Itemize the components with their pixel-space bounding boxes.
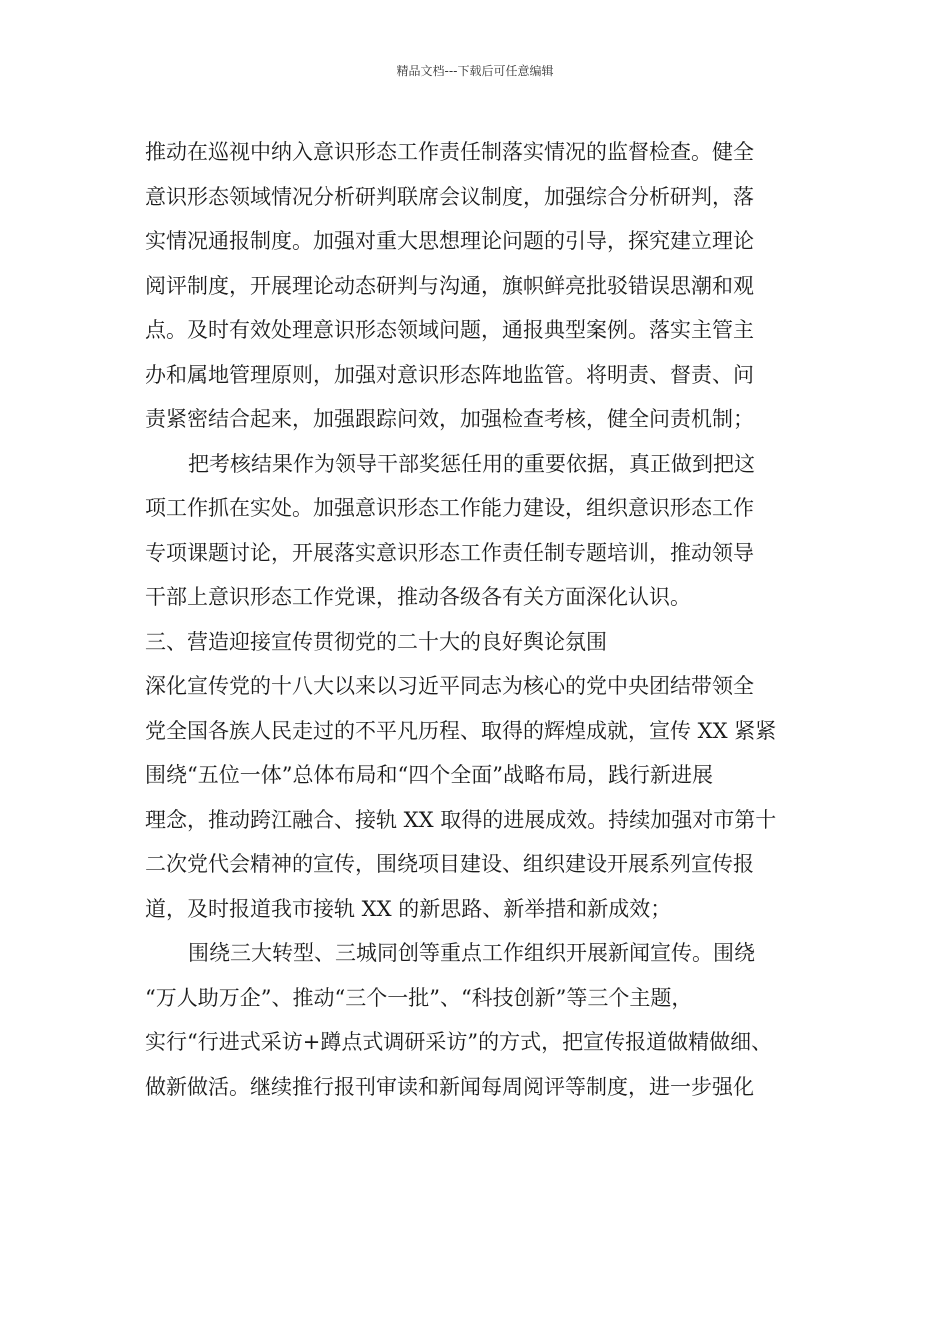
text-line: 实行“行进式采访+蹲点式调研采访”的方式，把宣传报道做精做细、 bbox=[145, 1030, 773, 1054]
paragraph-2 bbox=[145, 442, 807, 620]
text-line: 意识形态领域情况分析研判联席会议制度，加强综合分析研判，落 bbox=[145, 184, 754, 209]
section-heading bbox=[145, 620, 807, 665]
text-line: 围绕三大转型、三城同创等重点工作组织开展新闻宣传。围绕 bbox=[188, 941, 755, 965]
document-body bbox=[145, 130, 807, 1109]
text-line: 道，及时报道我市接轨 XX 的新思路、新举措和新成效； bbox=[145, 896, 672, 921]
text-line: 实情况通报制度。加强对重大思想理论问题的引导，探究建立理论 bbox=[145, 229, 754, 253]
heading-line: 三、营造迎接宣传贯彻党的二十大的良好舆论氛围 bbox=[145, 629, 607, 654]
text-line: 深化宣传党的十八大以来以习近平同志为核心的党中央团结带领全 bbox=[145, 674, 754, 698]
text-line: 二次党代会精神的宣传，围绕项目建设、组织建设开展系列宣传报 bbox=[145, 852, 754, 876]
text-line: 责紧密结合起来，加强跟踪问效，加强检查考核，健全问责机制； bbox=[145, 407, 754, 431]
text-line: 理念，推动跨江融合、接轨 XX 取得的进展成效。持续加强对市第十 bbox=[145, 807, 777, 832]
text-line: 办和属地管理原则，加强对意识形态阵地监管。将明责、督责、问 bbox=[145, 362, 754, 387]
text-line: 把考核结果作为领导干部奖惩任用的重要依据，真正做到把这 bbox=[188, 451, 755, 476]
text-line: 党全国各族人民走过的不平凡历程、取得的辉煌成就，宣传 XX 紧紧 bbox=[145, 718, 777, 743]
paragraph-4 bbox=[145, 931, 807, 1109]
text-line: 专项课题讨论，开展落实意识形态工作责任制专题培训，推动领导 bbox=[145, 540, 754, 565]
paragraph-1 bbox=[145, 130, 807, 442]
text-line: 点。及时有效处理意识形态领域问题，通报典型案例。落实主管主 bbox=[145, 318, 754, 342]
text-line: “万人助万企”、推动“三个一批”、“科技创新”等三个主题， bbox=[145, 985, 693, 1010]
text-line: 干部上意识形态工作党课，推动各级各有关方面深化认识。 bbox=[145, 585, 691, 609]
text-line: 推动在巡视中纳入意识形态工作责任制落实情况的监督检查。健全 bbox=[145, 140, 754, 164]
text-line: 项工作抓在实处。加强意识形态工作能力建设，组织意识形态工作 bbox=[145, 496, 754, 520]
text-line: 围绕“五位一体”总体布局和“四个全面”战略布局，践行新进展 bbox=[145, 763, 713, 787]
paragraph-3 bbox=[145, 664, 807, 931]
text-line: 阅评制度，开展理论动态研判与沟通，旗帜鲜亮批驳错误思潮和观 bbox=[145, 273, 754, 298]
page-header: 精品文档---下载后可任意编辑 bbox=[396, 64, 554, 78]
text-line: 做新做活。继续推行报刊审读和新闻每周阅评等制度，进一步强化 bbox=[145, 1074, 754, 1099]
